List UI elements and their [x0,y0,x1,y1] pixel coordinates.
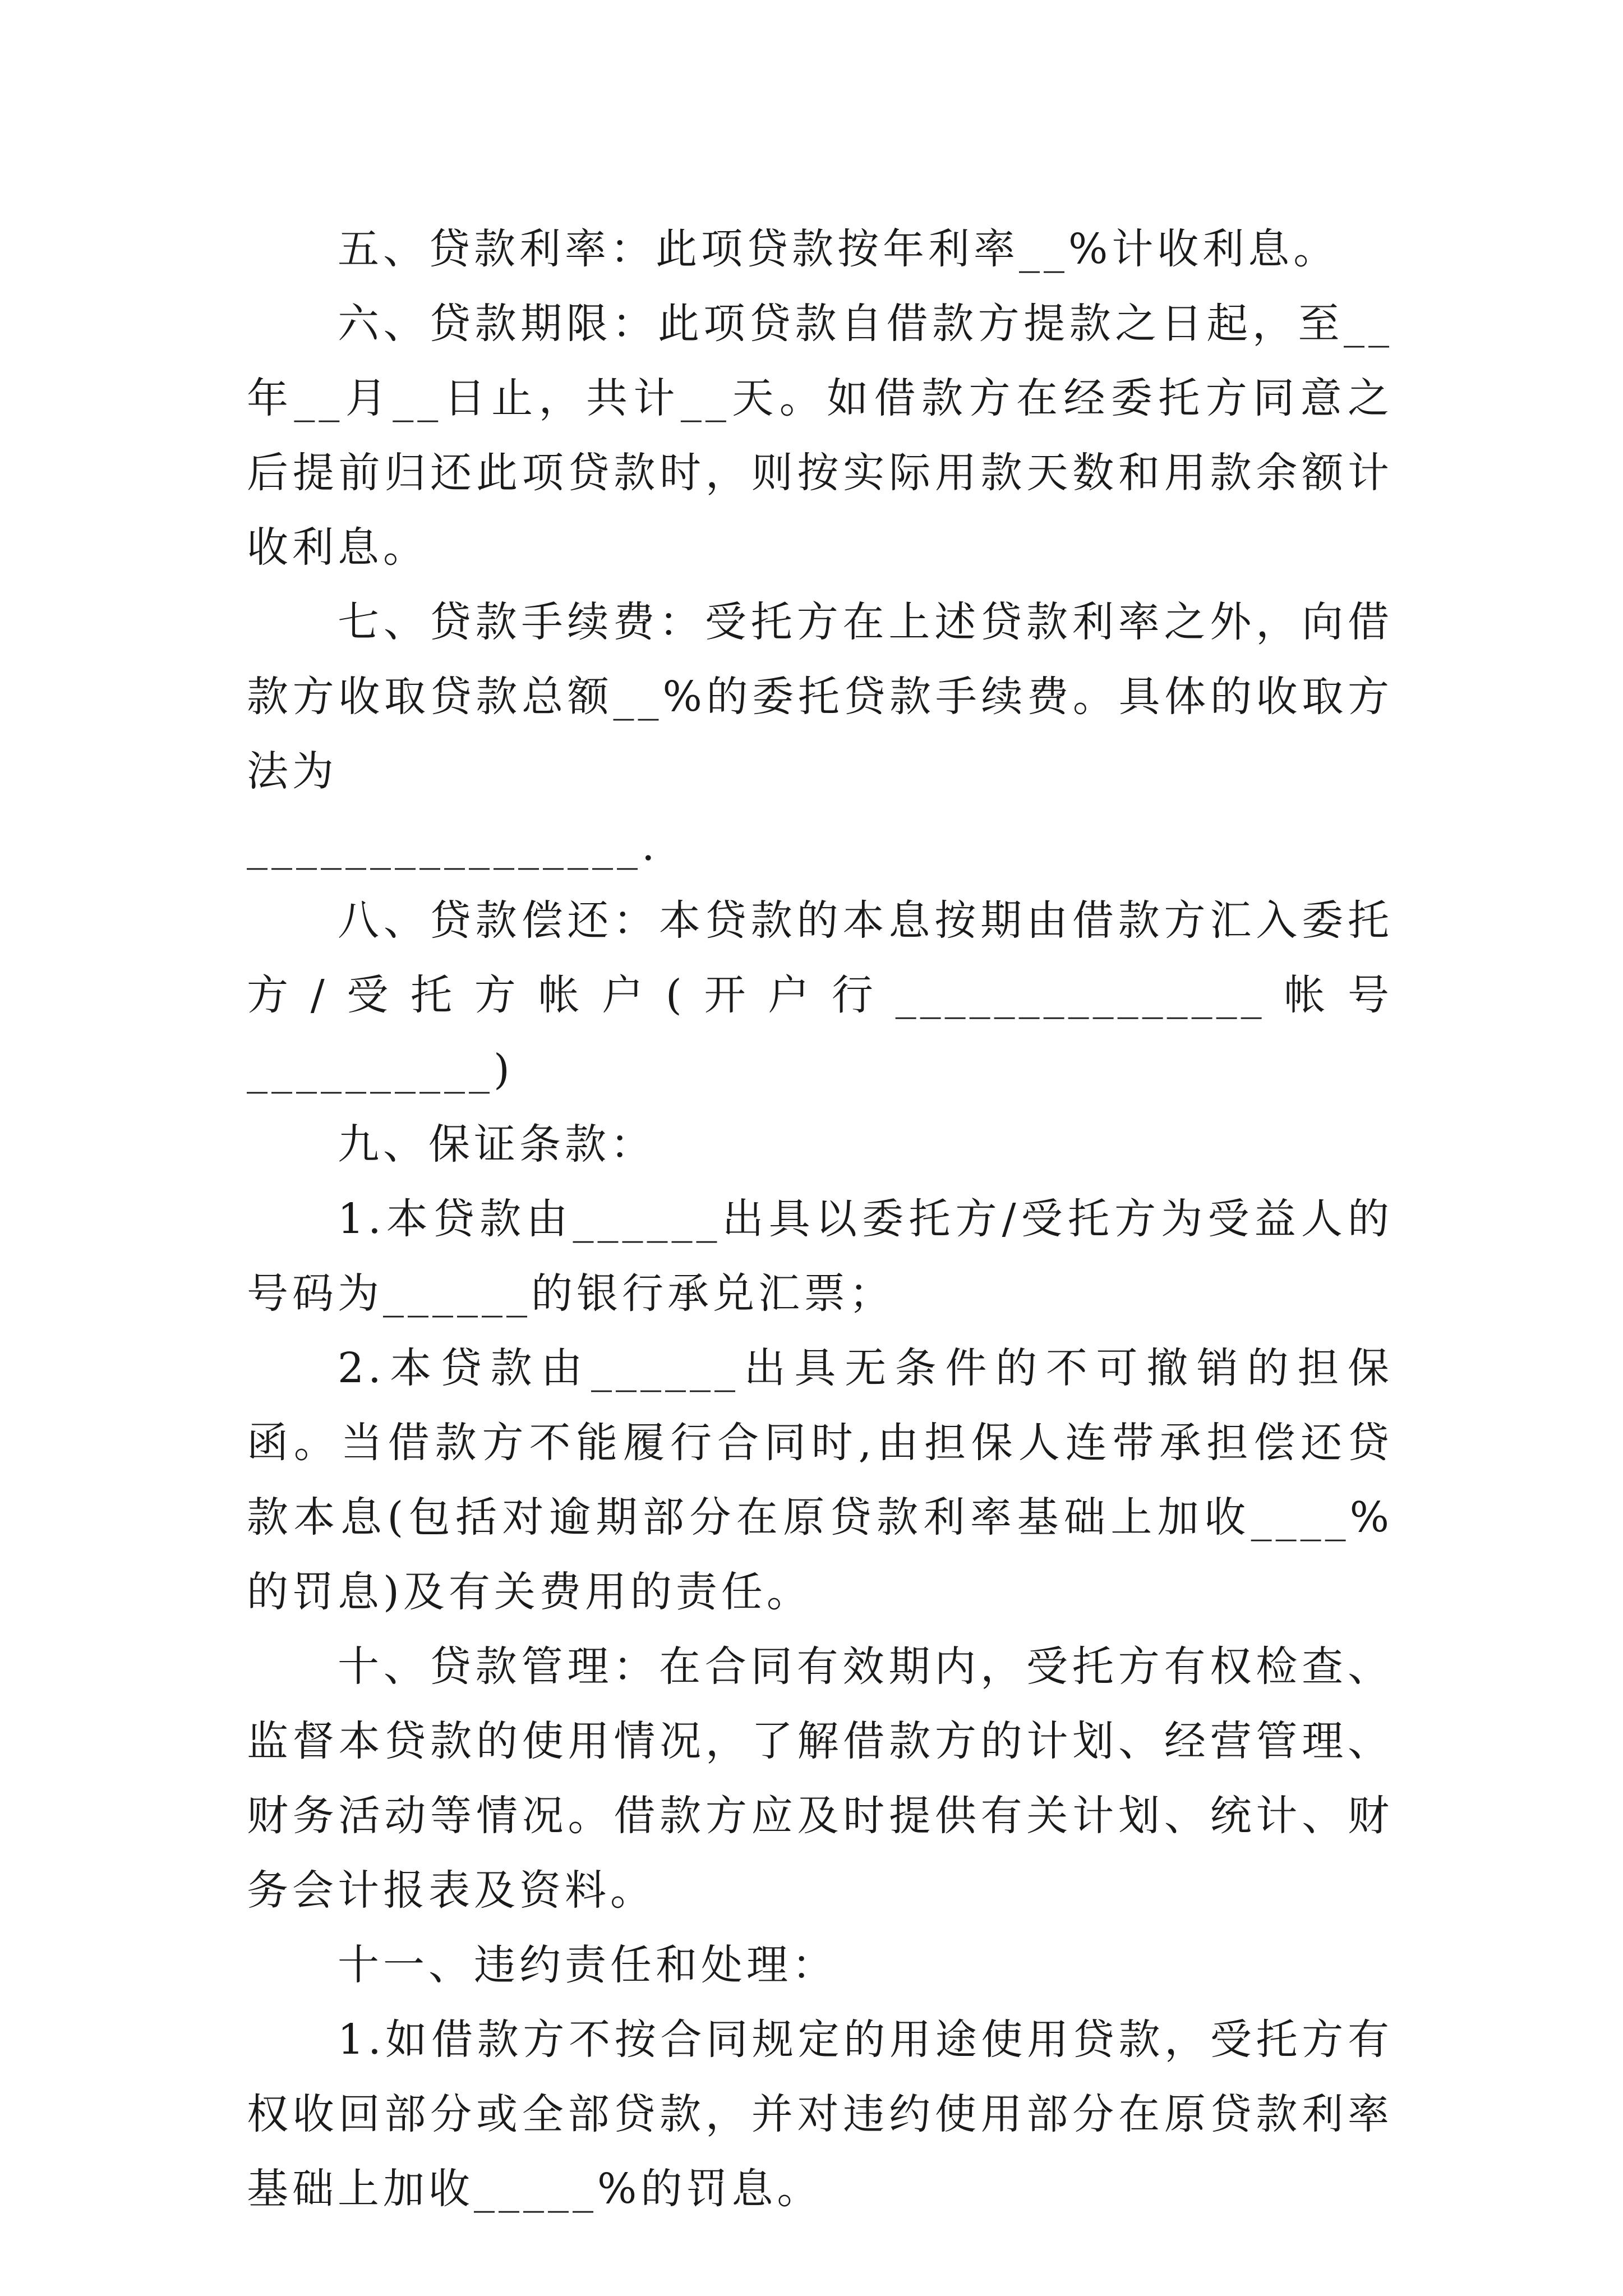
clause-10-loan-management: 十、贷款管理：在合同有效期内，受托方有权检查、监督本贷款的使用情况，了解借款方的计划、经营管理、财务活动等情况。借款方应及时提供有关计划、统计、财务会计报表及资料。 [247,1642,1393,1915]
clause-6-loan-term: 六、贷款期限：此项贷款自借款方提款之日起，至__年__月__日止，共计__天。如借款方在经委托方同意之后提前归还此项贷款时，则按实际用款天数和用款余额计收利息。 [247,300,1393,572]
document-body [247,212,1393,2226]
clause-9-item-2: 2.本贷款由______出具无条件的不可撤销的担保函。当借款方不能履行合同时,由担保人连带承担偿还贷款本息(包括对逾期部分在原贷款利率基础上加收____%的罚息)及有关费用的责任。 [247,1344,1393,1616]
clause-11-item-1: 1.如借款方不按合同规定的用途使用贷款，受托方有权收回部分或全部贷款，并对违约使用部分在原贷款利率基础上加收_____%的罚息。 [247,2016,1393,2213]
fee-method-blank: ________________. [247,822,659,870]
clause-8-repayment: 八、贷款偿还：本贷款的本息按期由借款方汇入委托方/受托方帐户(开户行_______________帐号__________) [247,896,1393,1094]
clause-9-item-1: 1.本贷款由______出具以委托方/受托方为受益人的号码为______的银行承兑汇票； [247,1195,1393,1318]
clause-7-handling-fee: 七、贷款手续费：受托方在上述贷款利率之外，向借款方收取贷款总额__%的委托贷款手续费。具体的收取方法为 [247,598,1393,795]
clause-11-breach-heading: 十一、违约责任和处理： [338,1941,837,1989]
clause-5-interest-rate: 五、贷款利率：此项贷款按年利率__%计收利息。 [338,225,1339,273]
clause-9-guarantee-heading: 九、保证条款： [338,1120,656,1168]
